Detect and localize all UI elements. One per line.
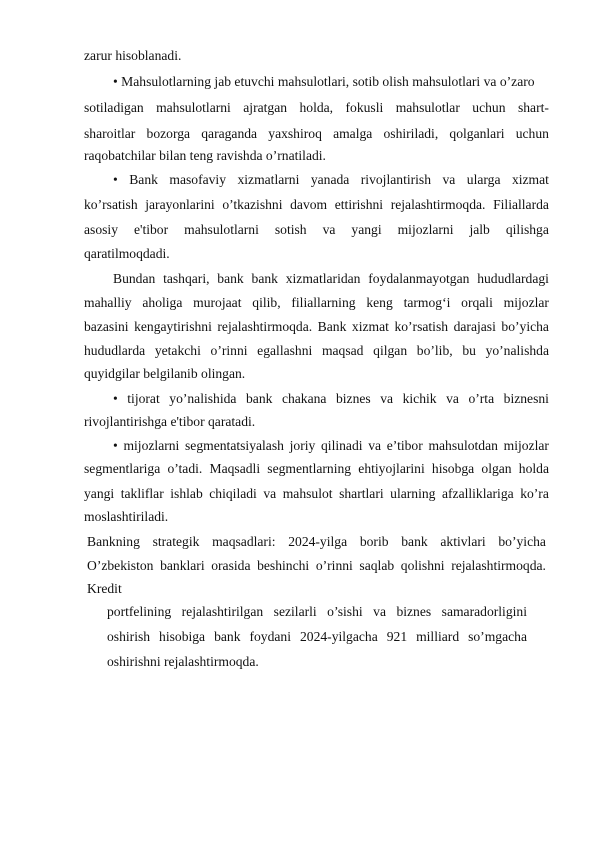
- word: xizmat: [351, 319, 389, 334]
- word: ko’rsatish: [394, 319, 449, 334]
- word: va: [322, 222, 336, 237]
- word: joriy: [289, 438, 316, 453]
- text-line-content: quyidgilar belgilanib olingan.: [84, 366, 246, 381]
- word: ettirishni: [334, 197, 384, 212]
- text-line: [113, 389, 549, 409]
- text-line: [113, 436, 549, 456]
- word: shart-: [517, 100, 549, 115]
- word: 2024-yilgacha: [299, 629, 378, 644]
- word: oshirish: [107, 629, 151, 644]
- word: rejalashtirmoqda.: [390, 197, 486, 212]
- word: mijozlarni: [123, 438, 180, 453]
- word: uchun: [515, 126, 549, 141]
- word: jalb: [469, 222, 490, 237]
- word: qaraganda: [201, 126, 258, 141]
- word: mijozlarni: [397, 222, 454, 237]
- text-line: [84, 507, 549, 527]
- word: o’sishi: [327, 604, 363, 619]
- word: hisobga: [431, 461, 475, 476]
- word: sotish: [274, 222, 307, 237]
- word: mahsulotdan: [428, 438, 498, 453]
- text-line: [84, 293, 549, 313]
- text-line-content: • Mahsulotlarning jab etuvchi mahsulotlari, sotib olish mahsulotlari va o’zaro: [113, 74, 535, 89]
- word: oshiriladi,: [383, 126, 439, 141]
- word: mahsulotlar: [395, 100, 460, 115]
- word: yangi: [351, 222, 382, 237]
- word: •: [113, 391, 118, 406]
- word: e’tibor: [386, 438, 423, 453]
- text-line: [107, 602, 527, 622]
- word: saqlab: [359, 558, 395, 573]
- word: va: [373, 604, 386, 619]
- word: foydalanmayotgan: [368, 271, 470, 286]
- text-line: [113, 170, 549, 190]
- word: tarmog‘i: [403, 295, 451, 310]
- word: rejalashtirmoqda.: [451, 558, 546, 573]
- word: tijorat: [127, 391, 160, 406]
- text-line-content: moslashtiriladi.: [84, 509, 169, 524]
- word: maqsad: [321, 343, 364, 358]
- text-line-content: oshirishni rejalashtirmoqda.: [107, 654, 259, 669]
- text-line-content: zarur hisoblanadi.: [84, 48, 182, 63]
- word: mahsulotlarni: [156, 100, 231, 115]
- word: yanada: [310, 172, 350, 187]
- word: orasida: [211, 558, 251, 573]
- word: qilinadi: [321, 438, 363, 453]
- word: yo’nalishida: [169, 391, 237, 406]
- word: Filiallarda: [493, 197, 549, 212]
- word: amalga: [333, 126, 373, 141]
- text-line: [84, 146, 549, 166]
- word: va: [368, 438, 382, 453]
- word: yaxshiroq: [268, 126, 322, 141]
- word: portfelining: [107, 604, 172, 619]
- word: bank: [251, 271, 278, 286]
- word: rivojlantirish: [360, 172, 432, 187]
- word: foydani: [249, 629, 292, 644]
- word: asosiy: [84, 222, 118, 237]
- word: ularning: [390, 486, 436, 501]
- word: •: [113, 172, 118, 187]
- word: va: [446, 391, 459, 406]
- text-line: [84, 195, 549, 215]
- word: yo’nalishda: [485, 343, 549, 358]
- word: masofaviy: [169, 172, 227, 187]
- word: bank: [401, 534, 428, 549]
- word: chiqiladi: [209, 486, 257, 501]
- word: ehtiyojlarini: [358, 461, 425, 476]
- word: hududlarda: [84, 343, 146, 358]
- word: 2024-yilga: [288, 534, 348, 549]
- word: qilgan: [373, 343, 408, 358]
- text-line: [107, 652, 527, 672]
- word: mijozlar: [503, 295, 549, 310]
- word: milliard: [416, 629, 460, 644]
- word: afzalliklariga: [441, 486, 514, 501]
- word: o’rinni: [210, 343, 248, 358]
- text-line: [84, 341, 549, 361]
- word: takliflar: [120, 486, 164, 501]
- word: samaradorligini: [441, 604, 527, 619]
- text-line: [84, 459, 549, 479]
- word: filiallarning: [291, 295, 356, 310]
- word: yetakchi: [154, 343, 201, 358]
- word: bank: [217, 271, 244, 286]
- word: olgan: [481, 461, 512, 476]
- text-line: [84, 46, 549, 66]
- text-line: [84, 412, 549, 432]
- word: jarayonlarini: [145, 197, 215, 212]
- word: Bundan: [113, 271, 156, 286]
- word: ko’ra: [520, 486, 549, 501]
- word: borib: [359, 534, 389, 549]
- word: orqali: [461, 295, 493, 310]
- word: bu: [462, 343, 476, 358]
- word: sharoitlar: [84, 126, 136, 141]
- word: chakana: [281, 391, 327, 406]
- word: o’tadi.: [167, 461, 203, 476]
- word: qolganlari: [449, 126, 505, 141]
- word: rejalashtirmoqda.: [217, 319, 313, 334]
- word: fokusli: [345, 100, 384, 115]
- word: o’rta: [468, 391, 495, 406]
- text-line: [84, 317, 549, 337]
- word: hisobiga: [159, 629, 206, 644]
- text-line: [113, 269, 549, 289]
- word: bo’yicha: [501, 319, 549, 334]
- word: 921: [386, 629, 408, 644]
- text-line: [84, 244, 549, 264]
- word: ishlab: [170, 486, 203, 501]
- word: mijozlar: [503, 438, 549, 453]
- word: tashqari,: [163, 271, 210, 286]
- text-line: [84, 220, 549, 240]
- word: ko’rsatish: [84, 197, 138, 212]
- word: beshinchi: [257, 558, 310, 573]
- word: mahsulot: [282, 486, 333, 501]
- word: va: [263, 486, 277, 501]
- word: davom: [290, 197, 328, 212]
- text-line-content: rivojlantirishga e'tibor qaratadi.: [84, 414, 256, 429]
- word: hududlardagi: [477, 271, 549, 286]
- text-line: [107, 627, 527, 647]
- word: qilishga: [505, 222, 549, 237]
- word: strategik: [152, 534, 200, 549]
- word: rejalashtirilgan: [181, 604, 264, 619]
- word: xizmatlaridan: [285, 271, 361, 286]
- word: sotiladigan: [84, 100, 144, 115]
- word: bozorga: [146, 126, 191, 141]
- word: Bankning: [87, 534, 140, 549]
- text-line-content: qaratilmoqdadi.: [84, 246, 170, 261]
- word: o’tkazishni: [222, 197, 283, 212]
- word: biznes: [335, 391, 371, 406]
- word: bank: [245, 391, 273, 406]
- word: xizmat: [511, 172, 549, 187]
- word: murojaat: [193, 295, 242, 310]
- word: bazasini: [84, 319, 129, 334]
- word: segmentatsiyalash: [185, 438, 284, 453]
- word: va: [442, 172, 456, 187]
- word: yangi: [84, 486, 115, 501]
- word: biznes: [396, 604, 432, 619]
- word: e'tibor: [133, 222, 169, 237]
- word: segmentlarning: [267, 461, 352, 476]
- word: Bank: [129, 172, 158, 187]
- text-line: [87, 579, 546, 599]
- word: qolishni: [400, 558, 445, 573]
- word: uchun: [472, 100, 506, 115]
- word: mahalliy: [84, 295, 132, 310]
- word: Bank: [317, 319, 347, 334]
- text-line-content: raqobatchilar bilan teng ravishda o’rnatiladi.: [84, 148, 326, 163]
- word: segmentlariga: [84, 461, 161, 476]
- word: kengaytirishni: [134, 319, 212, 334]
- word: maqsadlari:: [212, 534, 276, 549]
- word: Maqsadli: [209, 461, 261, 476]
- text-line: [87, 556, 546, 576]
- word: banklari: [160, 558, 205, 573]
- word: xizmatlarni: [237, 172, 300, 187]
- word: va: [380, 391, 394, 406]
- word: O’zbekiston: [87, 558, 154, 573]
- word: bo’yicha: [498, 534, 546, 549]
- text-line-content: Kredit: [87, 581, 122, 596]
- text-line: [84, 98, 549, 118]
- word: holda: [518, 461, 549, 476]
- word: shartlari: [339, 486, 384, 501]
- word: kichik: [402, 391, 437, 406]
- word: aholiga: [142, 295, 183, 310]
- word: ularga: [466, 172, 501, 187]
- word: ajratgan: [243, 100, 288, 115]
- word: egallashni: [257, 343, 313, 358]
- word: biznesni: [503, 391, 549, 406]
- text-line: [84, 484, 549, 504]
- word: mahsulotlarni: [184, 222, 259, 237]
- word: •: [113, 438, 118, 453]
- text-line: [84, 364, 549, 384]
- word: bank: [214, 629, 241, 644]
- word: darajasi: [453, 319, 496, 334]
- text-line: [113, 72, 549, 92]
- word: o’rinni: [315, 558, 353, 573]
- word: aktivlari: [440, 534, 486, 549]
- text-line: [84, 124, 549, 144]
- word: keng: [366, 295, 393, 310]
- word: so’mgacha: [468, 629, 527, 644]
- text-line: [87, 532, 546, 552]
- word: sezilarli: [273, 604, 317, 619]
- word: holda,: [299, 100, 334, 115]
- word: bo’lib,: [416, 343, 453, 358]
- word: qilib,: [252, 295, 281, 310]
